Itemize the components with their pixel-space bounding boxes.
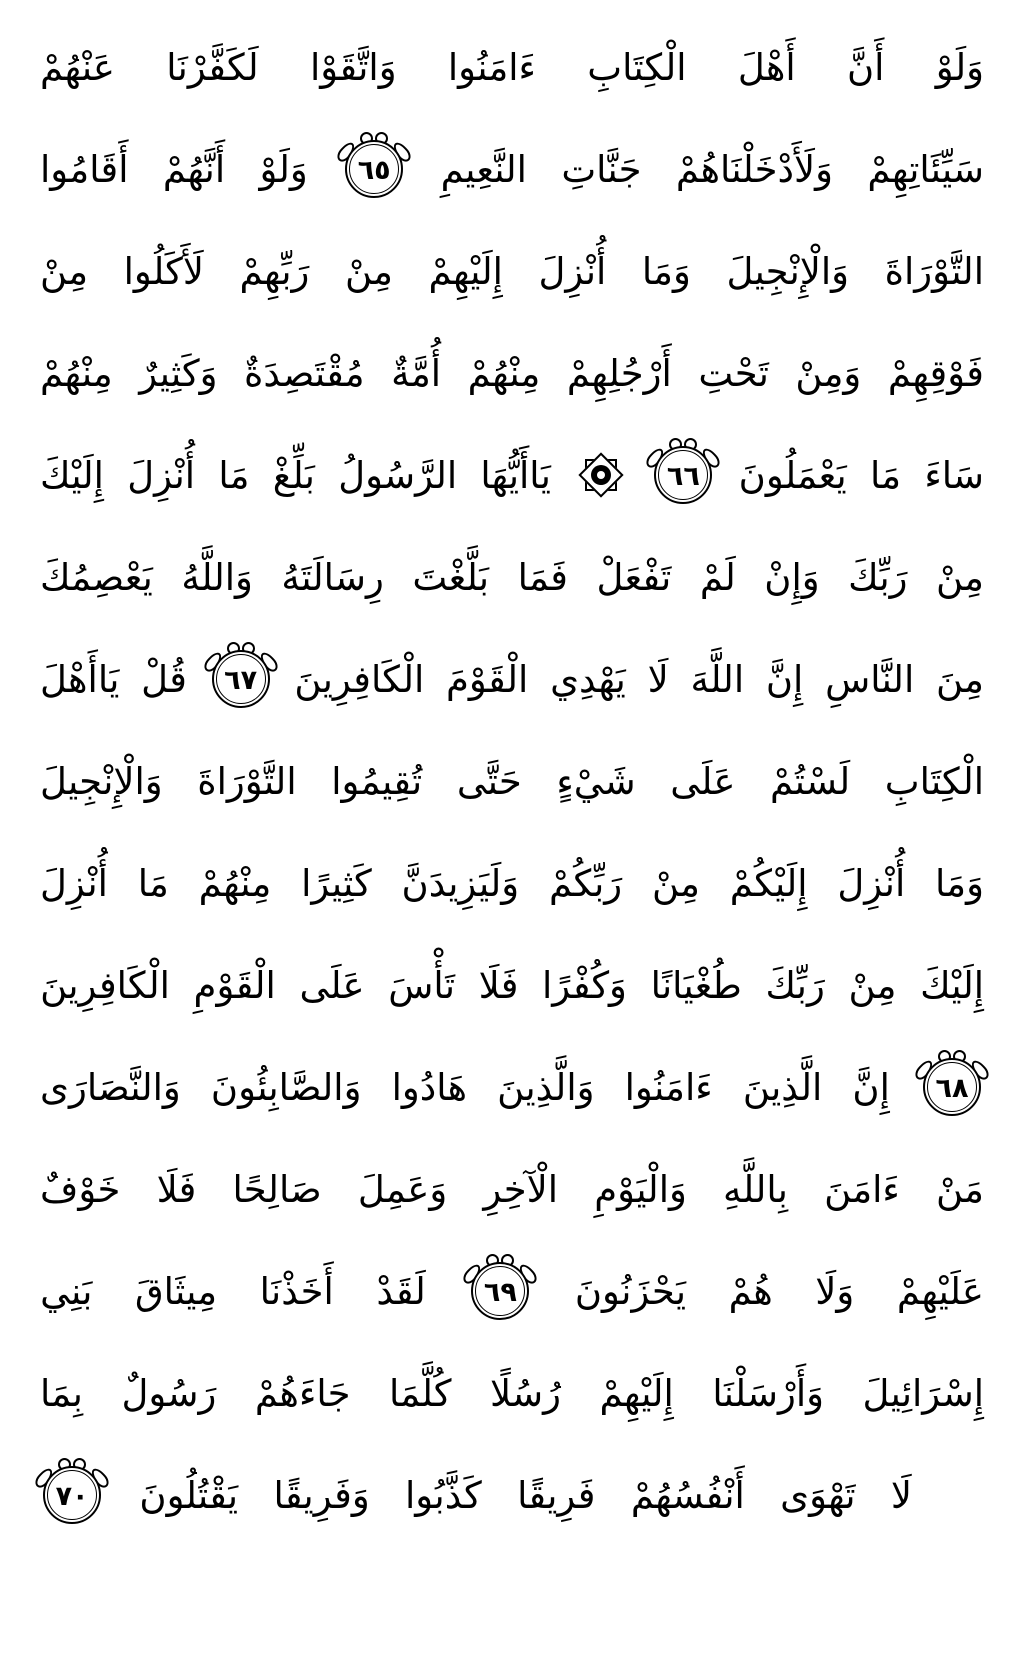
quran-word: ءَامَنُوا — [447, 45, 536, 89]
ayah-end-marker-٦٥ — [345, 140, 403, 198]
quran-line-1 — [40, 16, 984, 118]
quran-line-4 — [40, 322, 984, 424]
quran-word: بِاللَّهِ — [723, 1167, 788, 1211]
quran-word: وَكُفْرًا — [542, 963, 627, 1007]
quran-line-2 — [40, 118, 984, 220]
quran-word: تَأْسَ — [388, 963, 456, 1007]
quran-word: فَرِيقًا — [517, 1473, 596, 1517]
quran-word: وَاللَّهُ — [181, 555, 253, 599]
quran-word: هَادُوا — [391, 1065, 468, 1109]
quran-word: إِلَيْكَ — [920, 963, 984, 1007]
quran-line-5 — [40, 424, 984, 526]
quran-word: وَالَّذِينَ — [497, 1065, 595, 1109]
quran-word: وَمَا — [641, 249, 691, 293]
quran-word: عَنْهُمْ — [40, 45, 115, 89]
quran-word: أُنْزِلَ — [127, 453, 196, 497]
quran-word: يَقْتُلُونَ — [139, 1473, 239, 1517]
quran-word: مِنَ — [936, 657, 984, 701]
quran-word: وَاتَّقَوْا — [310, 45, 397, 89]
ayah-end-marker-٧٠ — [43, 1466, 101, 1524]
quran-word: مِنْ — [40, 249, 89, 293]
quran-word: قُلْ — [141, 657, 187, 701]
quran-word: يَاأَيُّهَا — [480, 453, 551, 497]
quran-word: رُسُلًا — [490, 1371, 561, 1415]
quran-word: عَلَى — [299, 963, 365, 1007]
quran-word: وَعَمِلَ — [357, 1167, 448, 1211]
quran-word: سَاءَ — [924, 453, 984, 497]
quran-word: وَالْإِنْجِيلَ — [40, 759, 163, 803]
quran-text-block — [40, 16, 984, 1546]
quran-word: بَنِي — [40, 1269, 93, 1313]
quran-line-9 — [40, 832, 984, 934]
quran-word: مَنْ — [936, 1167, 984, 1211]
quran-word: لَأَكَلُوا — [123, 249, 204, 293]
quran-word: طُغْيَانًا — [650, 963, 742, 1007]
ayah-end-marker-٦٧ — [212, 650, 270, 708]
quran-word: مِنْ — [344, 249, 393, 293]
quran-word: أَقَامُوا — [40, 147, 129, 191]
quran-word: فَمَا — [517, 555, 568, 599]
quran-word: كُلَّمَا — [388, 1371, 452, 1415]
quran-word: الْكَافِرِينَ — [40, 963, 170, 1007]
quran-word: إِنَّ — [765, 657, 804, 701]
quran-word: وَلَأَدْخَلْنَاهُمْ — [675, 147, 834, 191]
quran-word: لَسْتُمْ — [770, 759, 851, 803]
ayah-number: ٧٠ — [55, 1480, 89, 1512]
quran-word: مُقْتَصِدَةٌ — [244, 351, 365, 395]
quran-word: جَاءَهُمْ — [254, 1371, 351, 1415]
quran-word: مَا — [218, 453, 250, 497]
quran-word: أَنَّ — [846, 45, 885, 89]
quran-word: أَرْجُلِهِمْ — [566, 351, 672, 395]
quran-word: تُقِيمُوا — [331, 759, 423, 803]
quran-word: ءَامَنُوا — [624, 1065, 713, 1109]
quran-word: صَالِحًا — [232, 1167, 322, 1211]
quran-word: وَكَثِيرٌ — [139, 351, 218, 395]
ayah-number: ٦٨ — [935, 1072, 969, 1104]
quran-word: مَا — [869, 453, 902, 497]
quran-line-3 — [40, 220, 984, 322]
quran-word: التَّوْرَاةَ — [884, 249, 984, 293]
quran-word: أُنْزِلَ — [40, 861, 108, 905]
quran-word: خَوْفٌ — [40, 1167, 121, 1211]
quran-line-7 — [40, 628, 984, 730]
quran-word: الْكِتَابِ — [884, 759, 984, 803]
quran-word: عَلَى — [670, 759, 736, 803]
quran-word: وَمِنْ — [795, 351, 862, 395]
quran-word: وَمَا — [935, 861, 984, 905]
quran-word: أُنْزِلَ — [837, 861, 906, 905]
quran-word: بِمَا — [40, 1371, 83, 1415]
quran-word: وَالْيَوْمِ — [594, 1167, 687, 1211]
quran-word: إِلَيْهِمْ — [599, 1371, 674, 1415]
quran-word: مِنْهُمْ — [467, 351, 541, 395]
quran-word: لَكَفَّرْنَا — [166, 45, 259, 89]
rub-el-hizb-icon — [577, 451, 625, 499]
quran-word: مِنْ — [936, 555, 984, 599]
quran-word: مَا — [137, 861, 169, 905]
quran-word: فَلَا — [478, 963, 519, 1007]
quran-word: إِنَّ — [852, 1065, 890, 1109]
quran-word: أُمَّةٌ — [391, 351, 442, 395]
ayah-number: ٦٥ — [357, 154, 391, 186]
quran-word: الْقَوْمِ — [193, 963, 276, 1007]
quran-word: وَأَرْسَلْنَا — [712, 1371, 825, 1415]
quran-word: الْكَافِرِينَ — [294, 657, 425, 701]
quran-word: وَفَرِيقًا — [273, 1473, 370, 1517]
quran-word: اللَّهَ — [690, 657, 745, 701]
quran-word: فَوْقِهِمْ — [887, 351, 984, 395]
quran-word: أَنْفُسُهُمْ — [630, 1473, 745, 1517]
quran-word: الْآخِرِ — [483, 1167, 559, 1211]
quran-line-12 — [40, 1138, 984, 1240]
quran-word: مِنْهُمْ — [198, 861, 272, 905]
quran-word: أَخَذْنَا — [259, 1269, 334, 1313]
quran-word: إِسْرَائِيلَ — [862, 1371, 984, 1415]
quran-word: إِلَيْهِمْ — [428, 249, 503, 293]
quran-word: هُمْ — [728, 1269, 773, 1313]
quran-line-10 — [40, 934, 984, 1036]
quran-word: تَهْوَى — [780, 1473, 856, 1517]
quran-line-13 — [40, 1240, 984, 1342]
quran-word: كَثِيرًا — [301, 861, 372, 905]
quran-word: الَّذِينَ — [742, 1065, 823, 1109]
quran-word: رَبِّهِمْ — [239, 249, 310, 293]
quran-word: وَالنَّصَارَى — [40, 1065, 181, 1109]
quran-word: مِنْ — [848, 963, 897, 1007]
quran-word: شَيْءٍ — [556, 759, 636, 803]
quran-word: فَلَا — [156, 1167, 197, 1211]
ayah-number: ٦٩ — [483, 1276, 517, 1308]
quran-word: وَلَوْ — [259, 147, 308, 191]
quran-line-14 — [40, 1342, 984, 1444]
quran-word: ءَامَنَ — [824, 1167, 900, 1211]
ayah-number: ٦٧ — [224, 664, 258, 696]
quran-word: لَا — [647, 657, 669, 701]
ayah-end-marker-٦٦ — [654, 446, 712, 504]
quran-word: حَتَّى — [456, 759, 522, 803]
quran-word: كَذَّبُوا — [405, 1473, 482, 1517]
quran-word: يَاأَهْلَ — [40, 657, 120, 701]
ayah-end-marker-٦٩ — [471, 1262, 529, 1320]
quran-word: وَلَيَزِيدَنَّ — [401, 861, 520, 905]
quran-word: يَحْزَنُونَ — [574, 1269, 687, 1313]
quran-word: رَبِّكَ — [765, 963, 825, 1007]
quran-word: وَالصَّابِئُونَ — [210, 1065, 362, 1109]
quran-word: جَنَّاتِ — [561, 147, 642, 191]
rub-el-hizb-core — [591, 465, 611, 485]
quran-word: يَهْدِي — [550, 657, 626, 701]
quran-word: وَلَوْ — [935, 45, 984, 89]
quran-word: الرَّسُولُ — [338, 453, 458, 497]
quran-line-15 — [40, 1444, 984, 1546]
quran-word: يَعْمَلُونَ — [738, 453, 847, 497]
quran-word: الْقَوْمَ — [446, 657, 529, 701]
quran-word: مِيثَاقَ — [134, 1269, 218, 1313]
quran-word: لَا — [890, 1473, 912, 1517]
quran-word: تَفْعَلْ — [596, 555, 672, 599]
quran-word: إِلَيْكَ — [40, 453, 104, 497]
quran-word: عَلَيْهِمْ — [896, 1269, 984, 1313]
quran-word: رَبِّكَ — [848, 555, 908, 599]
quran-word: وَإِنْ — [764, 555, 820, 599]
quran-word: يَعْصِمُكَ — [40, 555, 153, 599]
quran-word: الْكِتَابِ — [587, 45, 687, 89]
quran-word: لَقَدْ — [376, 1269, 426, 1313]
ayah-end-marker-٦٨ — [923, 1058, 981, 1116]
quran-word: مِنْ — [651, 861, 700, 905]
quran-word: مِنْهُمْ — [40, 351, 113, 395]
quran-word: سَيِّئَاتِهِمْ — [867, 147, 984, 191]
quran-line-8 — [40, 730, 984, 832]
quran-line-11 — [40, 1036, 984, 1138]
quran-word: وَلَا — [815, 1269, 855, 1313]
quran-word: أُنْزِلَ — [538, 249, 607, 293]
quran-word: تَحْتِ — [698, 351, 769, 395]
quran-line-6 — [40, 526, 984, 628]
quran-word: رَسُولٌ — [121, 1371, 217, 1415]
quran-word: النَّعِيمِ — [440, 147, 527, 191]
ayah-number: ٦٦ — [666, 460, 700, 492]
quran-word: أَهْلَ — [737, 45, 796, 89]
quran-word: بَلِّغْ — [272, 453, 315, 497]
quran-word: النَّاسِ — [825, 657, 915, 701]
quran-word: لَمْ — [699, 555, 736, 599]
quran-word: بَلَّغْتَ — [412, 555, 490, 599]
quran-word: رِسَالَتَهُ — [281, 555, 384, 599]
quran-word: رَبِّكُمْ — [548, 861, 623, 905]
quran-word: وَالْإِنْجِيلَ — [726, 249, 850, 293]
quran-word: إِلَيْكُمْ — [729, 861, 808, 905]
quran-word: أَنَّهُمْ — [162, 147, 226, 191]
quran-word: التَّوْرَاةَ — [197, 759, 297, 803]
